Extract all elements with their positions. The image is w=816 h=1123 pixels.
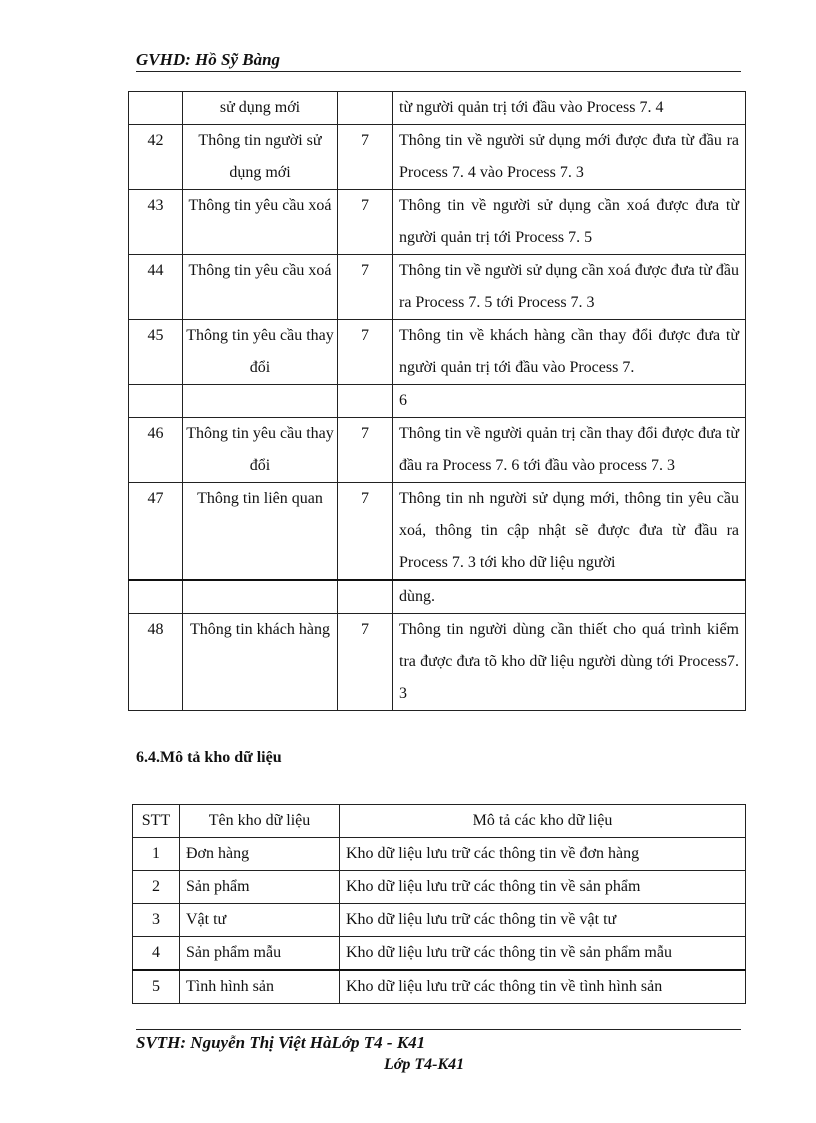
row-desc: Thông tin về người sử dụng cần xoá được đưa từ người quản trị tới Process 7. 5 bbox=[393, 190, 746, 255]
row-store-name: Sản phẩm bbox=[180, 871, 340, 904]
row-name: Thông tin yêu cầu xoá bbox=[183, 255, 338, 320]
row-stt: 48 bbox=[129, 614, 183, 711]
row-process: 7 bbox=[338, 125, 393, 190]
row-store-name: Vật tư bbox=[180, 904, 340, 937]
row-process: 7 bbox=[338, 418, 393, 483]
row-stt: 47 bbox=[129, 483, 183, 581]
row-process bbox=[338, 92, 393, 125]
row-desc: Thông tin về người quản trị cần thay đổi được đưa từ đầu ra Process 7. 6 tới đầu vào process 7. 3 bbox=[393, 418, 746, 483]
table-row bbox=[129, 580, 746, 614]
row-store-desc: Kho dữ liệu lưu trữ các thông tin về vật tư bbox=[340, 904, 746, 937]
row-name bbox=[183, 580, 338, 614]
table-row bbox=[129, 92, 746, 125]
row-stt: 45 bbox=[129, 320, 183, 385]
row-desc: Thông tin nh người sử dụng mới, thông tin yêu cầu xoá, thông tin cập nhật sẽ được đưa từ đầu ra Process 7. 3 tới kho dữ liệu người bbox=[393, 483, 746, 581]
row-process: 7 bbox=[338, 255, 393, 320]
row-stt: 2 bbox=[133, 871, 180, 904]
table-row bbox=[133, 838, 746, 871]
row-desc: Thông tin người dùng cần thiết cho quá trình kiểm tra được đưa tõ kho dữ liệu người dùng tới Process7. 3 bbox=[393, 614, 746, 711]
row-name bbox=[183, 385, 338, 418]
row-stt: 46 bbox=[129, 418, 183, 483]
row-stt: 44 bbox=[129, 255, 183, 320]
table-row bbox=[133, 904, 746, 937]
table-row bbox=[129, 255, 746, 320]
footer-rule bbox=[136, 1029, 741, 1030]
table-row bbox=[129, 385, 746, 418]
table-row bbox=[129, 190, 746, 255]
row-desc: Thông tin về người sử dụng mới được đưa từ đầu ra Process 7. 4 vào Process 7. 3 bbox=[393, 125, 746, 190]
row-desc: 6 bbox=[393, 385, 746, 418]
row-desc: dùng. bbox=[393, 580, 746, 614]
row-stt: 42 bbox=[129, 125, 183, 190]
table-header-row bbox=[133, 805, 746, 838]
section-title: 6.4.Mô tả kho dữ liệu bbox=[136, 749, 282, 766]
row-desc: Thông tin về người sử dụng cần xoá được đưa từ đầu ra Process 7. 5 tới Process 7. 3 bbox=[393, 255, 746, 320]
row-process bbox=[338, 385, 393, 418]
row-name: Thông tin người sử dụng mới bbox=[183, 125, 338, 190]
row-stt bbox=[129, 385, 183, 418]
header-store-name: Tên kho dữ liệu bbox=[180, 805, 340, 838]
row-store-name: Đơn hàng bbox=[180, 838, 340, 871]
table-row bbox=[129, 418, 746, 483]
row-store-desc: Kho dữ liệu lưu trữ các thông tin về tình hình sản bbox=[340, 970, 746, 1004]
page-header: GVHD: Hồ Sỹ Bàng bbox=[136, 50, 281, 69]
row-name: Thông tin liên quan bbox=[183, 483, 338, 581]
header-store-desc: Mô tả các kho dữ liệu bbox=[340, 805, 746, 838]
header-rule bbox=[136, 71, 741, 72]
row-process: 7 bbox=[338, 190, 393, 255]
row-store-desc: Kho dữ liệu lưu trữ các thông tin về đơn hàng bbox=[340, 838, 746, 871]
row-stt: 4 bbox=[133, 937, 180, 971]
data-flow-table bbox=[128, 91, 746, 711]
table-row bbox=[129, 614, 746, 711]
table-row bbox=[129, 125, 746, 190]
row-desc: từ người quản trị tới đầu vào Process 7. 4 bbox=[393, 92, 746, 125]
table-row bbox=[129, 483, 746, 581]
row-desc: Thông tin về khách hàng cần thay đổi được đưa từ người quản trị tới đầu vào Process 7. bbox=[393, 320, 746, 385]
row-stt bbox=[129, 92, 183, 125]
row-stt bbox=[129, 580, 183, 614]
row-name: sử dụng mới bbox=[183, 92, 338, 125]
row-name: Thông tin yêu cầu thay đổi bbox=[183, 418, 338, 483]
row-name: Thông tin yêu cầu xoá bbox=[183, 190, 338, 255]
row-store-desc: Kho dữ liệu lưu trữ các thông tin về sản phẩm bbox=[340, 871, 746, 904]
row-process: 7 bbox=[338, 483, 393, 581]
table-row bbox=[129, 320, 746, 385]
row-stt: 1 bbox=[133, 838, 180, 871]
row-store-name: Tình hình sản bbox=[180, 970, 340, 1004]
table-row bbox=[133, 871, 746, 904]
header-stt: STT bbox=[133, 805, 180, 838]
row-stt: 5 bbox=[133, 970, 180, 1004]
table-row bbox=[133, 937, 746, 971]
row-process: 7 bbox=[338, 614, 393, 711]
row-store-desc: Kho dữ liệu lưu trữ các thông tin về sản phẩm mẫu bbox=[340, 937, 746, 971]
footer-student: SVTH: Nguyễn Thị Việt HàLớp T4 - K41 bbox=[136, 1033, 426, 1052]
row-process bbox=[338, 580, 393, 614]
table-row bbox=[133, 970, 746, 1004]
row-store-name: Sản phẩm mẫu bbox=[180, 937, 340, 971]
row-stt: 3 bbox=[133, 904, 180, 937]
row-name: Thông tin khách hàng bbox=[183, 614, 338, 711]
footer-class: Lớp T4-K41 bbox=[384, 1056, 465, 1073]
row-stt: 43 bbox=[129, 190, 183, 255]
row-process: 7 bbox=[338, 320, 393, 385]
data-store-table bbox=[132, 804, 746, 1004]
row-name: Thông tin yêu cầu thay đổi bbox=[183, 320, 338, 385]
